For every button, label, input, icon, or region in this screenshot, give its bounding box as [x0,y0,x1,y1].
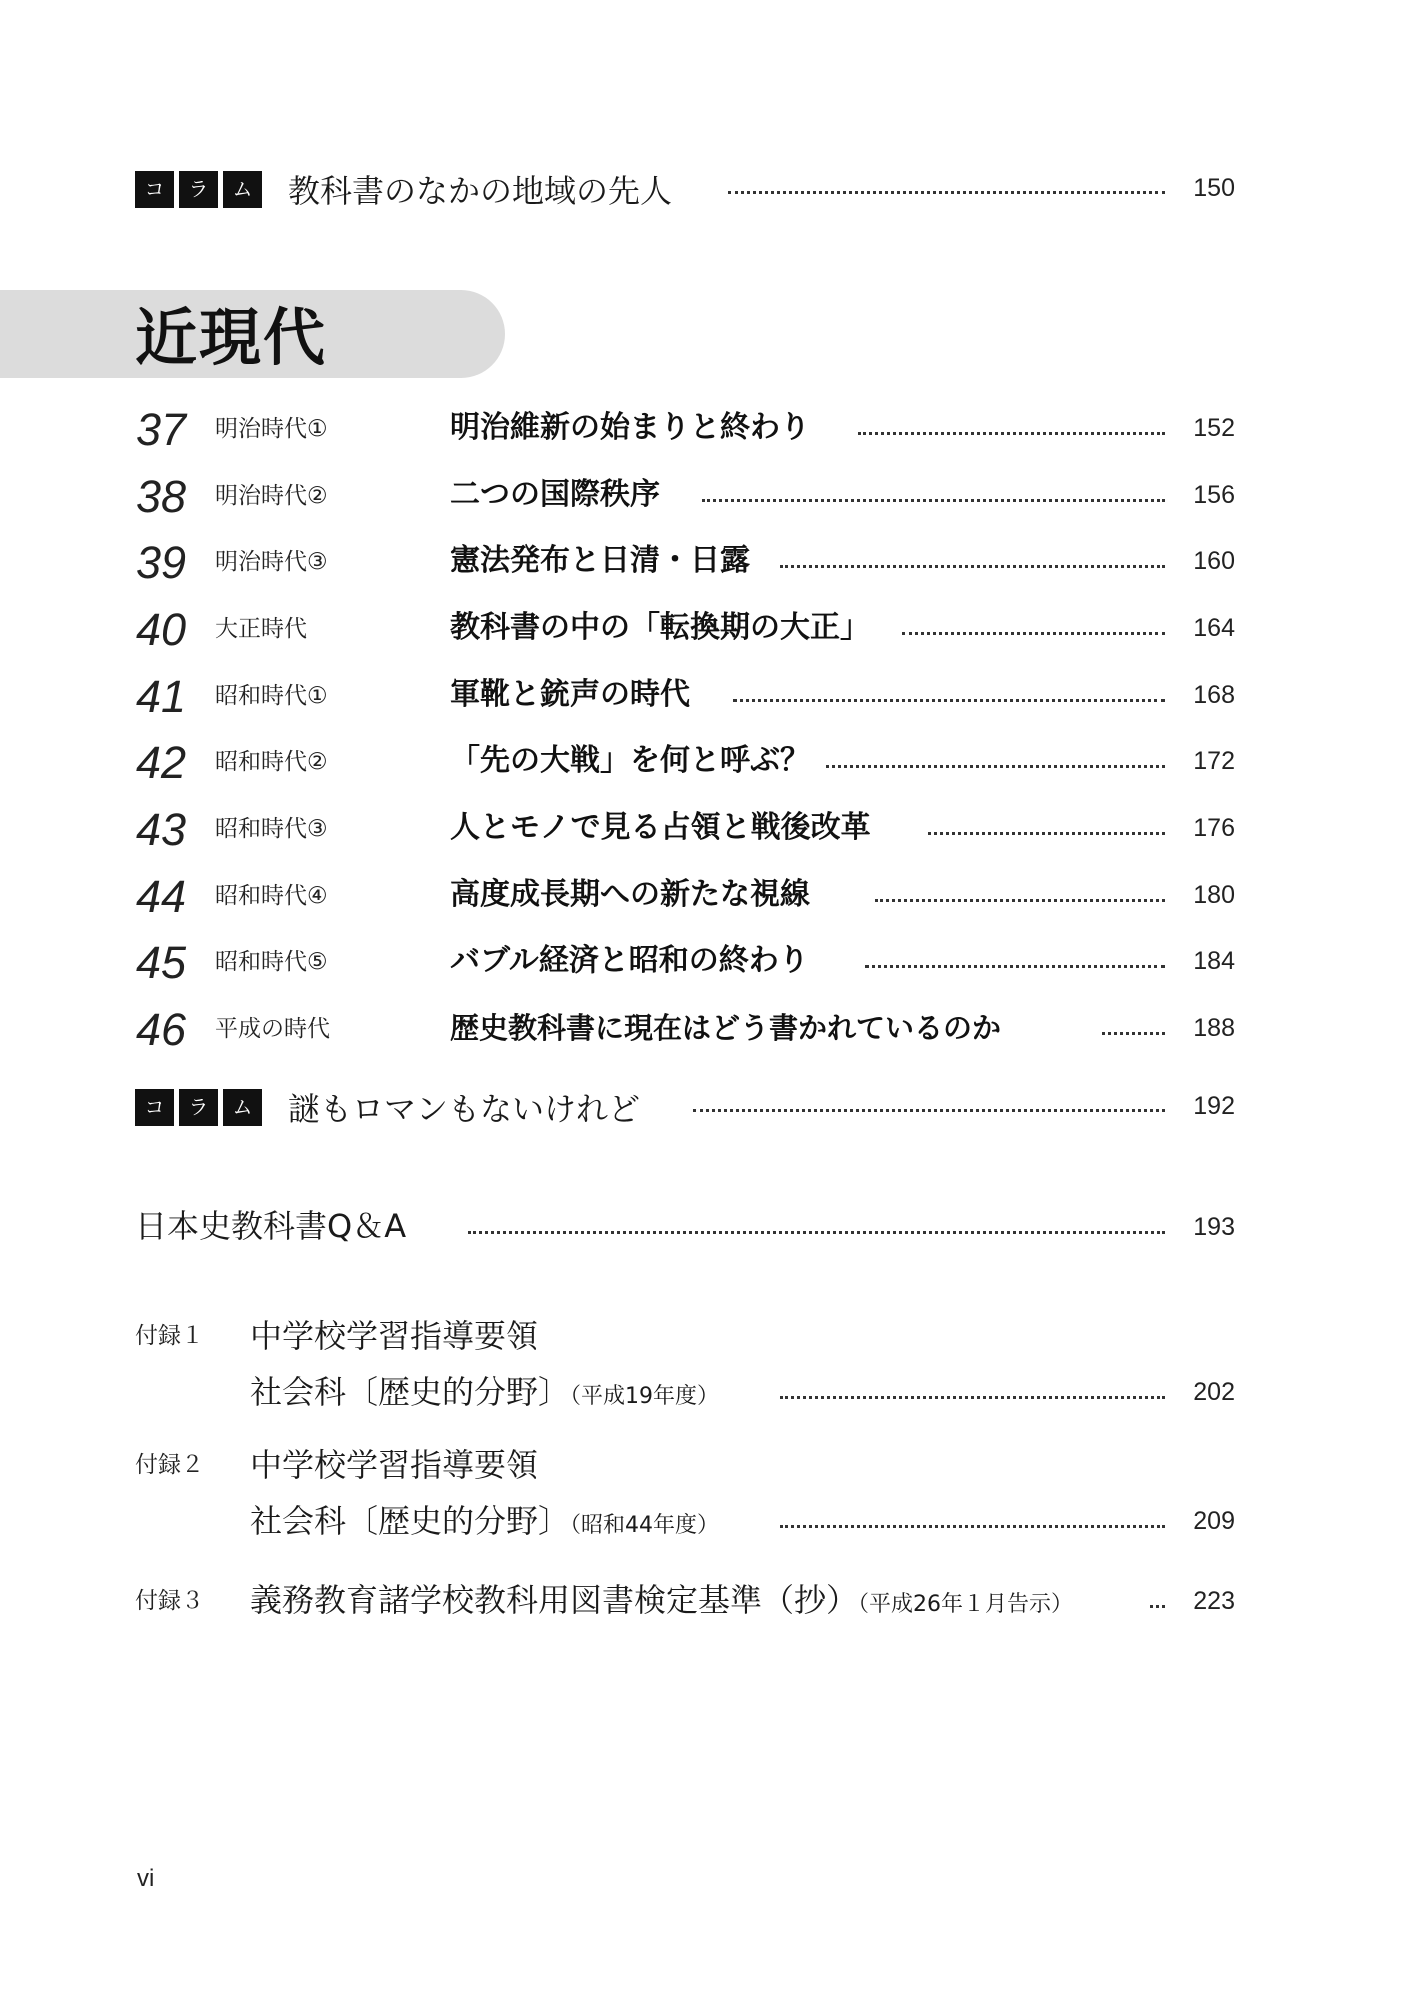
entry-number: 44 [136,871,187,922]
entry-number: 42 [136,737,187,788]
column-badge-char: ム [223,1089,262,1126]
leader-dots [858,432,1165,435]
entry-number: 39 [136,537,187,588]
page-number: 188 [1193,1014,1235,1042]
entry-period: 昭和時代④ [215,883,328,909]
column-title[interactable]: 謎もロマンもないけれど [288,1090,641,1128]
column-badge-char: ラ [179,171,218,208]
page-number: 180 [1193,881,1235,909]
entry-period: 明治時代② [215,483,328,509]
column-badge-char: ラ [179,1089,218,1126]
page-number: 223 [1193,1587,1235,1615]
entry-period: 平成の時代 [215,1016,330,1042]
entry-number: 43 [136,804,187,855]
page-number: 168 [1193,681,1235,709]
entry-number: 38 [136,471,187,522]
entry-title: 人とモノで見る占領と戦後改革 [450,810,871,845]
leader-dots [865,965,1165,968]
appendix-title-text: 社会科〔歴史的分野〕 [250,1502,571,1540]
entry-title: 二つの国際秩序 [450,477,660,512]
appendix-label: 付録１ [135,1323,204,1349]
entry-number: 41 [136,671,187,722]
appendix-title-line1: 中学校学習指導要領 [250,1446,539,1484]
appendix-title-line2 [250,1499,719,1548]
leader-dots [780,1525,1165,1528]
page-number: 193 [1193,1213,1235,1241]
appendix-note: （平成19年度） [570,1384,720,1409]
entry-title: 高度成長期への新たな視線 [450,877,810,912]
appendix-title-line2 [250,1370,719,1419]
page-number: 152 [1193,414,1235,442]
column-badge [135,1089,262,1126]
entry-period: 昭和時代① [215,683,328,709]
appendix-title-text: 義務教育諸学校教科用図書検定基準（抄） [250,1581,859,1619]
entry-title: 軍靴と銃声の時代 [450,677,690,712]
entry-period: 大正時代 [215,616,307,642]
page-number: 202 [1193,1378,1235,1406]
entry-title: 憲法発布と日清・日露 [450,543,750,578]
leader-dots [826,765,1165,768]
leader-dots [928,832,1165,835]
entry-number: 46 [136,1004,187,1055]
appendix-label: 付録２ [135,1452,204,1478]
entry-title: 「先の大戦」を何と呼ぶ？ [450,743,810,778]
entry-period: 昭和時代⑤ [215,949,328,975]
leader-dots [902,632,1165,635]
column-badge-char: ム [223,171,262,208]
entry-period: 昭和時代② [215,749,328,775]
page-number: 164 [1193,614,1235,642]
leader-dots [780,565,1165,568]
page-number: 192 [1193,1092,1235,1120]
appendix-label: 付録３ [135,1588,204,1614]
appendix-title-line1: 中学校学習指導要領 [250,1317,539,1355]
leader-dots [875,899,1165,902]
page-number: 209 [1193,1507,1235,1535]
column-badge [135,171,262,208]
leader-dots [733,699,1165,702]
page-number: 172 [1193,747,1235,775]
entry-number: 45 [136,937,187,988]
appendix-title-text: 社会科〔歴史的分野〕 [250,1373,571,1411]
appendix-note: （昭和44年度） [570,1513,720,1538]
section-heading: 近現代 [135,301,328,374]
leader-dots [728,191,1165,194]
entry-number: 37 [136,404,187,455]
page-folio: vi [137,1865,155,1892]
leader-dots [702,499,1165,502]
leader-dots [693,1109,1165,1112]
leader-dots [780,1396,1165,1399]
leader-dots [468,1231,1165,1234]
page-number: 150 [1193,174,1235,202]
appendix-title-line1 [250,1578,1073,1627]
entry-period: 昭和時代③ [215,816,328,842]
entry-period: 明治時代③ [215,549,328,575]
column-badge-char: コ [135,171,174,208]
qa-title[interactable]: 日本史教科書Q＆A [135,1207,407,1245]
column-title[interactable]: 教科書のなかの地域の先人 [288,172,673,210]
entry-title: 教科書の中の「転換期の大正」 [450,610,870,645]
entry-title: 歴史教科書に現在はどう書かれているのか [450,1011,1002,1045]
entry-title: バブル経済と昭和の終わり [450,943,809,978]
page-number: 184 [1193,947,1235,975]
entry-period: 明治時代① [215,416,328,442]
appendix-note: （平成26年１月告示） [858,1592,1074,1617]
column-badge-char: コ [135,1089,174,1126]
entry-number: 40 [136,604,187,655]
page-number: 156 [1193,481,1235,509]
page-number: 176 [1193,814,1235,842]
entry-title: 明治維新の始まりと終わり [450,410,810,445]
page-number: 160 [1193,547,1235,575]
